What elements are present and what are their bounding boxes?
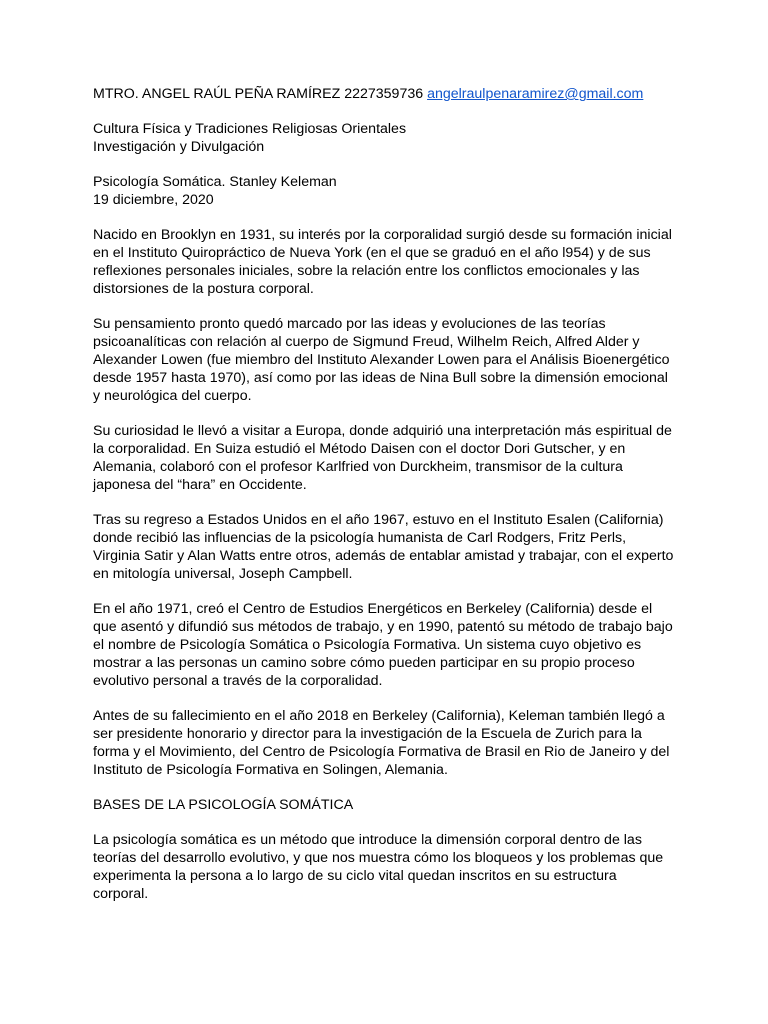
author-name-phone: MTRO. ANGEL RAÚL PEÑA RAMÍREZ 2227359736 bbox=[93, 86, 424, 102]
paragraph-line: psicoanalíticas con relación al cuerpo de Sigmund Freud, Wilhelm Reich, Alfred Alder y bbox=[93, 334, 640, 350]
paragraph-line: reflexiones personales iniciales, sobre la relación entre los conflictos emocionales y las bbox=[93, 263, 640, 279]
paragraph-line: Tras su regreso a Estados Unidos en el año 1967, estuvo en el Instituto Esalen (California) bbox=[93, 512, 664, 528]
section-heading bbox=[93, 796, 683, 814]
paragraph-line: distorsiones de la postura corporal. bbox=[93, 281, 314, 297]
paragraph-line: Alemania, colaboró con el profesor Karlfried von Durckheim, transmisor de la cultura bbox=[93, 459, 623, 475]
document-title: Psicología Somática. Stanley Keleman bbox=[93, 174, 337, 190]
department-block bbox=[93, 120, 683, 156]
paragraph-line: Virginia Satir y Alan Watts entre otros, además de entablar amistad y trabajar, con el experto bbox=[93, 548, 674, 564]
paragraph-line: en el Instituto Quiropráctico de Nueva York (en el que se graduó en el año l954) y de sus bbox=[93, 245, 651, 261]
paragraph-line: ser presidente honorario y director para la investigación de la Escuela de Zurich para la bbox=[93, 726, 642, 742]
paragraph-line: mostrar a las personas un camino sobre cómo pueden participar en su propio proceso bbox=[93, 655, 635, 671]
body-paragraphs bbox=[93, 226, 683, 779]
paragraph-line: japonesa del “hara” en Occidente. bbox=[93, 477, 307, 493]
paragraph-line: donde recibió las influencias de la psicología humanista de Carl Rodgers, Fritz Perls, bbox=[93, 530, 627, 546]
paragraph-line: Alexander Lowen (fue miembro del Instituto Alexander Lowen para el Análisis Bioenergético bbox=[93, 352, 670, 368]
section-paragraph bbox=[93, 831, 683, 903]
section-heading-text: BASES DE LA PSICOLOGÍA SOMÁTICA bbox=[93, 797, 354, 813]
body-paragraph bbox=[93, 315, 683, 405]
author-line bbox=[93, 85, 683, 103]
author-header bbox=[93, 85, 683, 103]
paragraph-line: y neurológica del cuerpo. bbox=[93, 388, 252, 404]
body-paragraph bbox=[93, 511, 683, 583]
paragraph-line: desde 1957 hasta 1970), así como por las ideas de Nina Bull sobre la dimensión emocional bbox=[93, 370, 668, 386]
document-page bbox=[93, 85, 683, 920]
body-paragraph bbox=[93, 707, 683, 779]
paragraph-line: el nombre de Psicología Somática o Psicología Formativa. Un sistema cuyo objetivo es bbox=[93, 637, 642, 653]
department-subline: Investigación y Divulgación bbox=[93, 139, 265, 155]
paragraph-line: en mitología universal, Joseph Campbell. bbox=[93, 566, 353, 582]
paragraph-line: que asentó y difundió sus métodos de trabajo, y en 1990, patentó su método de trabajo bajo bbox=[93, 619, 673, 635]
paragraph-line: Antes de su fallecimiento en el año 2018 en Berkeley (California), Keleman también llegó a bbox=[93, 708, 665, 724]
paragraph-line: la corporalidad. En Suiza estudió el Método Daisen con el doctor Dori Gutscher, y en bbox=[93, 441, 626, 457]
paragraph-line: La psicología somática es un método que introduce la dimensión corporal dentro de las bbox=[93, 832, 642, 848]
department-line: Cultura Física y Tradiciones Religiosas Orientales bbox=[93, 121, 407, 137]
paragraph-line: Instituto de Psicología Formativa en Solingen, Alemania. bbox=[93, 762, 448, 778]
paragraph-line: Nacido en Brooklyn en 1931, su interés por la corporalidad surgió desde su formación inicial bbox=[93, 227, 672, 243]
paragraph-line: Su curiosidad le llevó a visitar a Europa, donde adquirió una interpretación más espiritual de bbox=[93, 423, 672, 439]
paragraph-line: corporal. bbox=[93, 886, 149, 902]
paragraph-line: forma y el Movimiento, del Centro de Psicología Formativa de Brasil en Rio de Janeiro y del bbox=[93, 744, 670, 760]
paragraph-line: evolutivo personal a través de la corporalidad. bbox=[93, 673, 383, 689]
document-date: 19 diciembre, 2020 bbox=[93, 192, 214, 208]
paragraph-line: Su pensamiento pronto quedó marcado por las ideas y evoluciones de las teorías bbox=[93, 316, 606, 332]
body-paragraph bbox=[93, 226, 683, 298]
paragraph-line: En el año 1971, creó el Centro de Estudios Energéticos en Berkeley (California) desde el bbox=[93, 601, 653, 617]
paragraph-line: experimenta la persona a lo largo de su ciclo vital quedan inscritos en su estructura bbox=[93, 868, 617, 884]
email-link[interactable]: angelraulpenaramirez@gmail.com bbox=[427, 86, 644, 102]
body-paragraph bbox=[93, 422, 683, 494]
title-block bbox=[93, 173, 683, 209]
paragraph-line: teorías del desarrollo evolutivo, y que nos muestra cómo los bloqueos y los problemas que bbox=[93, 850, 664, 866]
body-paragraph bbox=[93, 600, 683, 690]
